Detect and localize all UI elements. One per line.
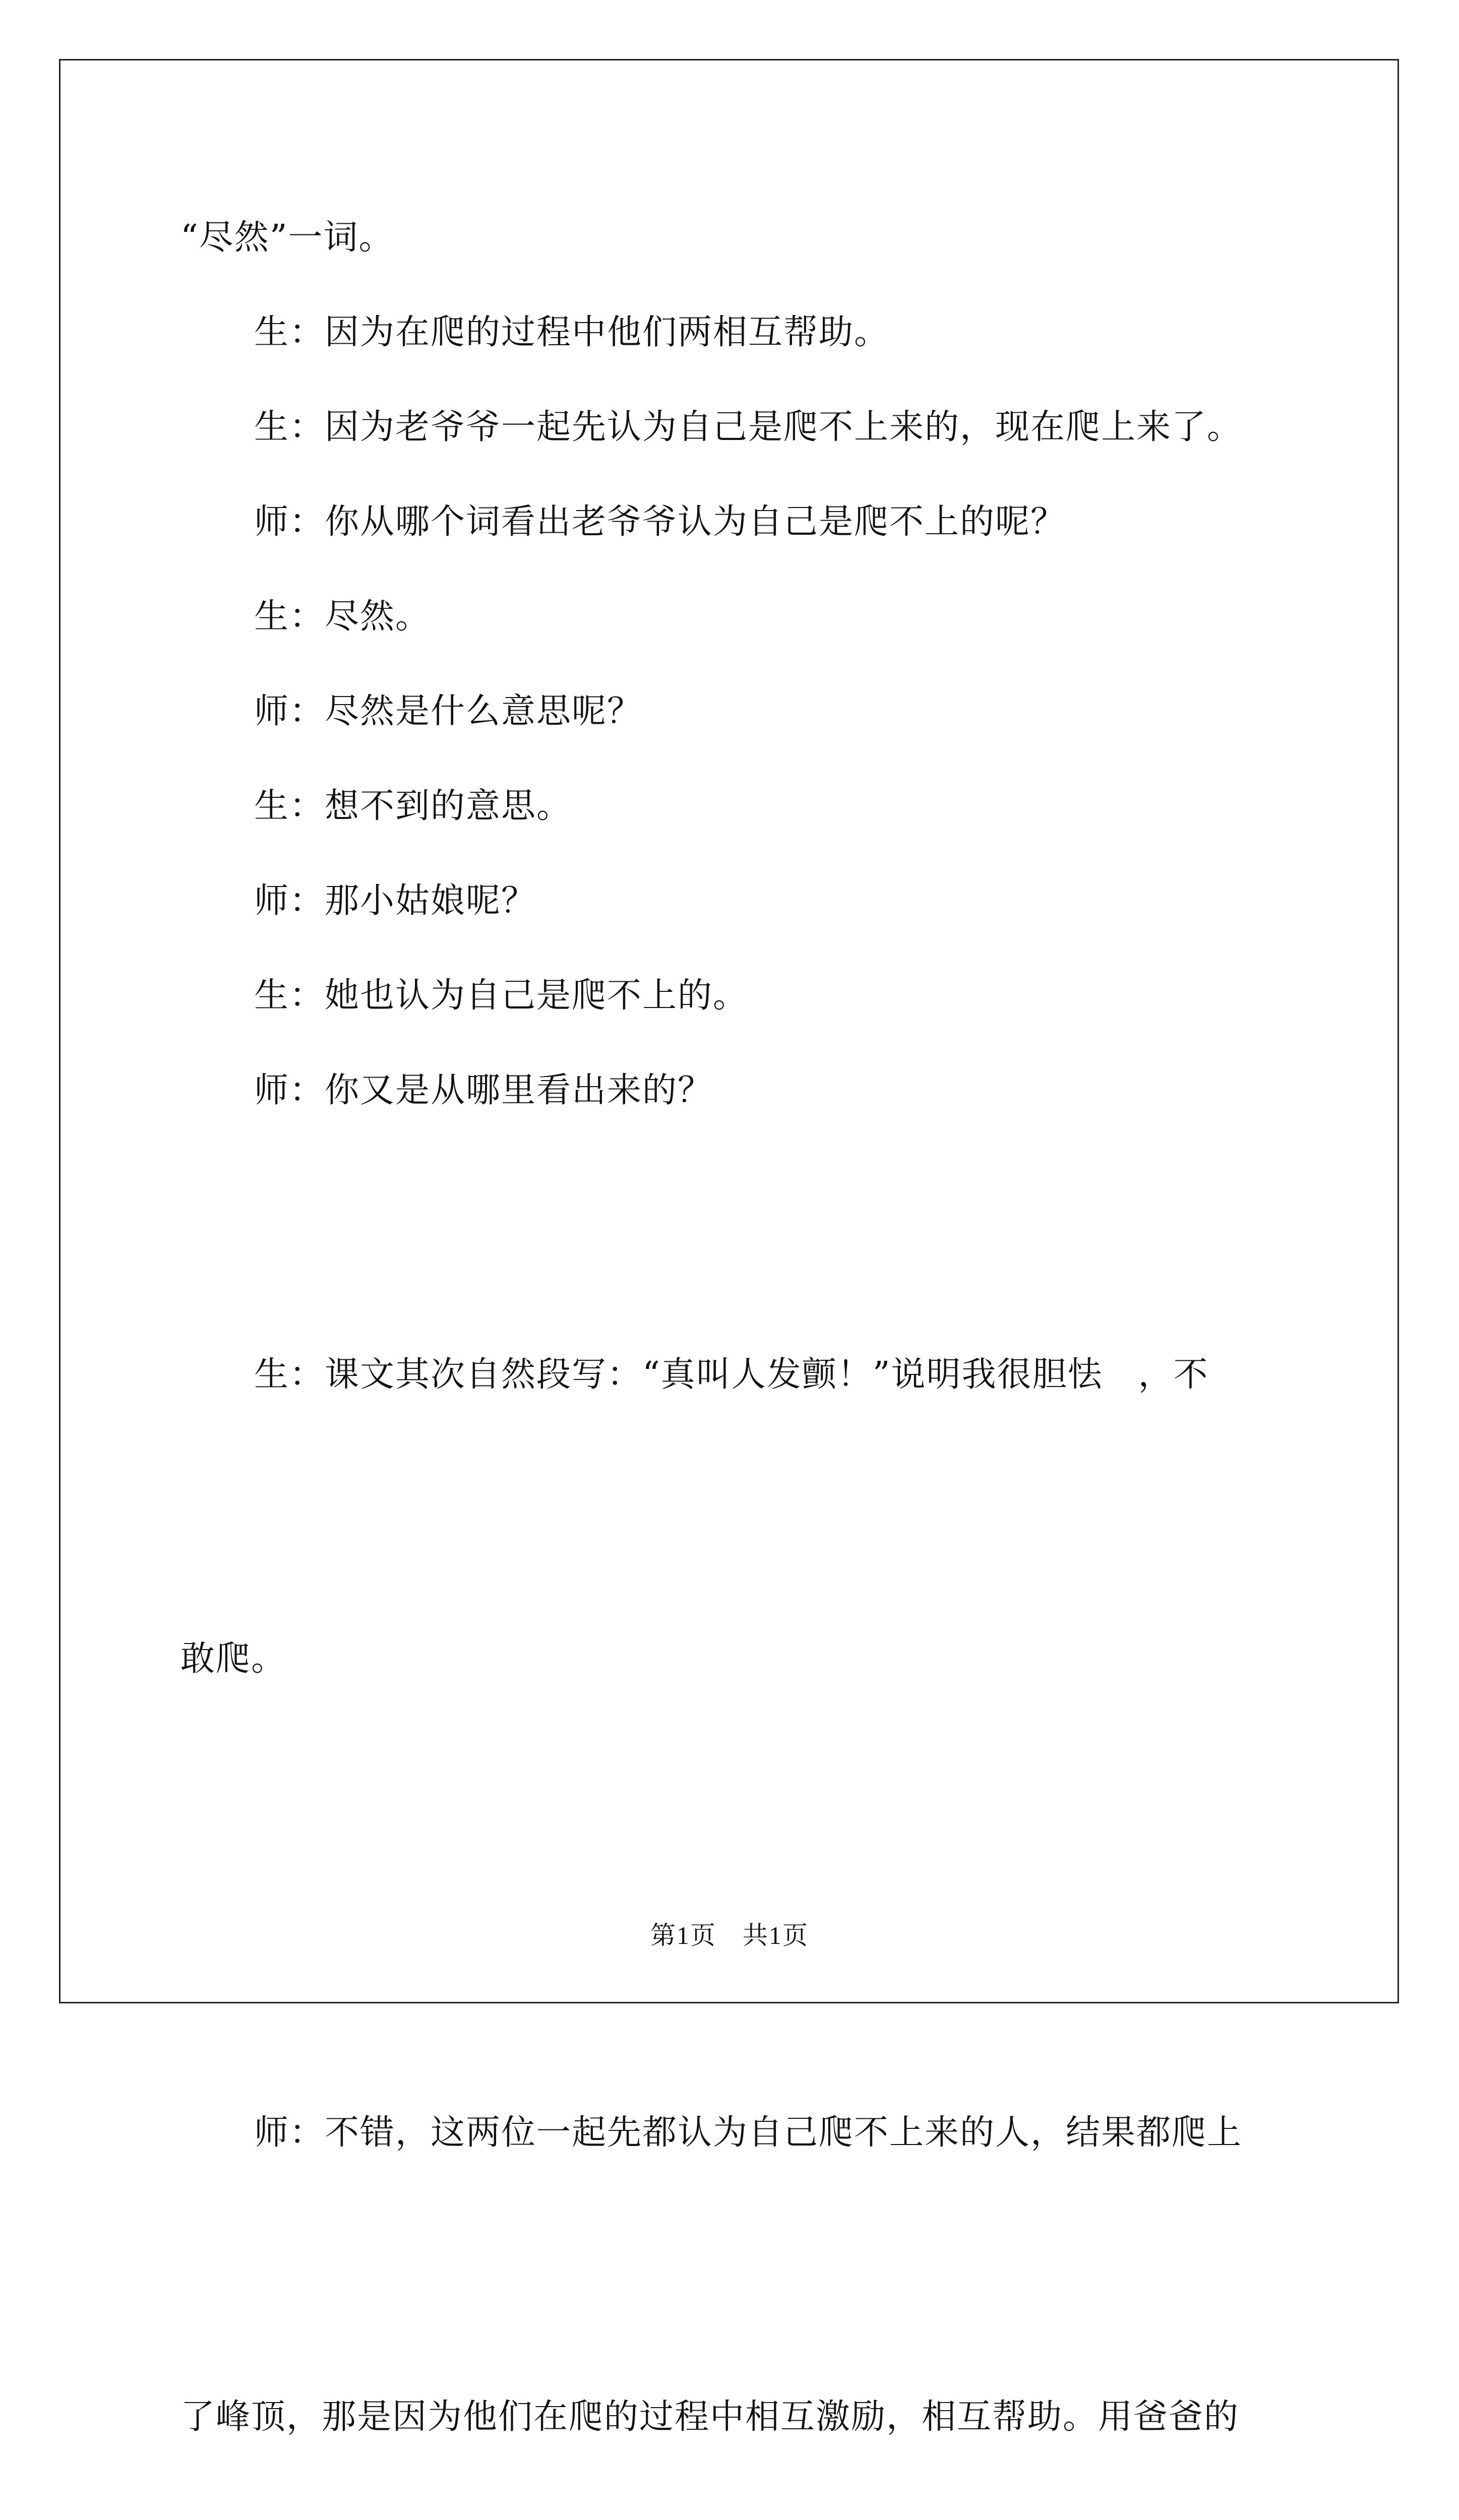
paragraph-11-line-2: 敢爬。 — [180, 1639, 287, 1679]
paragraph-3: 生：因为老爷爷一起先认为自己是爬不上来的，现在爬上来了。 — [254, 407, 1243, 447]
paragraph-5: 生：尽然。 — [254, 597, 431, 637]
paragraph-11-line-1: 生：课文其次自然段写：“真叫人发颤！”说明我很胆怯 ，不 — [254, 1355, 1209, 1395]
page-number-label: 第1页 共1页 — [650, 1921, 809, 1949]
paragraph-8: 师：那小姑娘呢？ — [254, 881, 537, 921]
paragraph-6: 师：尽然是什么意思呢？ — [254, 691, 643, 731]
paragraph-7: 生：想不到的意思。 — [254, 786, 572, 826]
paragraph-1: “尽然”一词。 — [180, 218, 394, 258]
paragraph-2: 生：因为在爬的过程中他们两相互帮助。 — [254, 312, 890, 352]
paragraph-9: 生：她也认为自己是爬不上的。 — [254, 976, 749, 1016]
paragraph-11 — [180, 1138, 1285, 1896]
page-footer — [0, 1915, 1459, 1951]
paragraph-10: 师：你又是从哪里看出来的？ — [254, 1070, 713, 1110]
paragraph-12-line-1: 师：不错，这两位一起先都认为自己爬不上来的人，结果都爬上 — [254, 2113, 1243, 2153]
document-body — [180, 191, 1285, 2520]
paragraph-4: 师：你从哪个词看出老爷爷认为自己是爬不上的呢？ — [254, 502, 1066, 542]
paragraph-12-line-2: 了峰顶，那是因为他们在爬的过程中相互激励，相互帮助。用爸爸的 — [180, 2397, 1240, 2437]
paragraph-12 — [180, 1896, 1285, 2520]
